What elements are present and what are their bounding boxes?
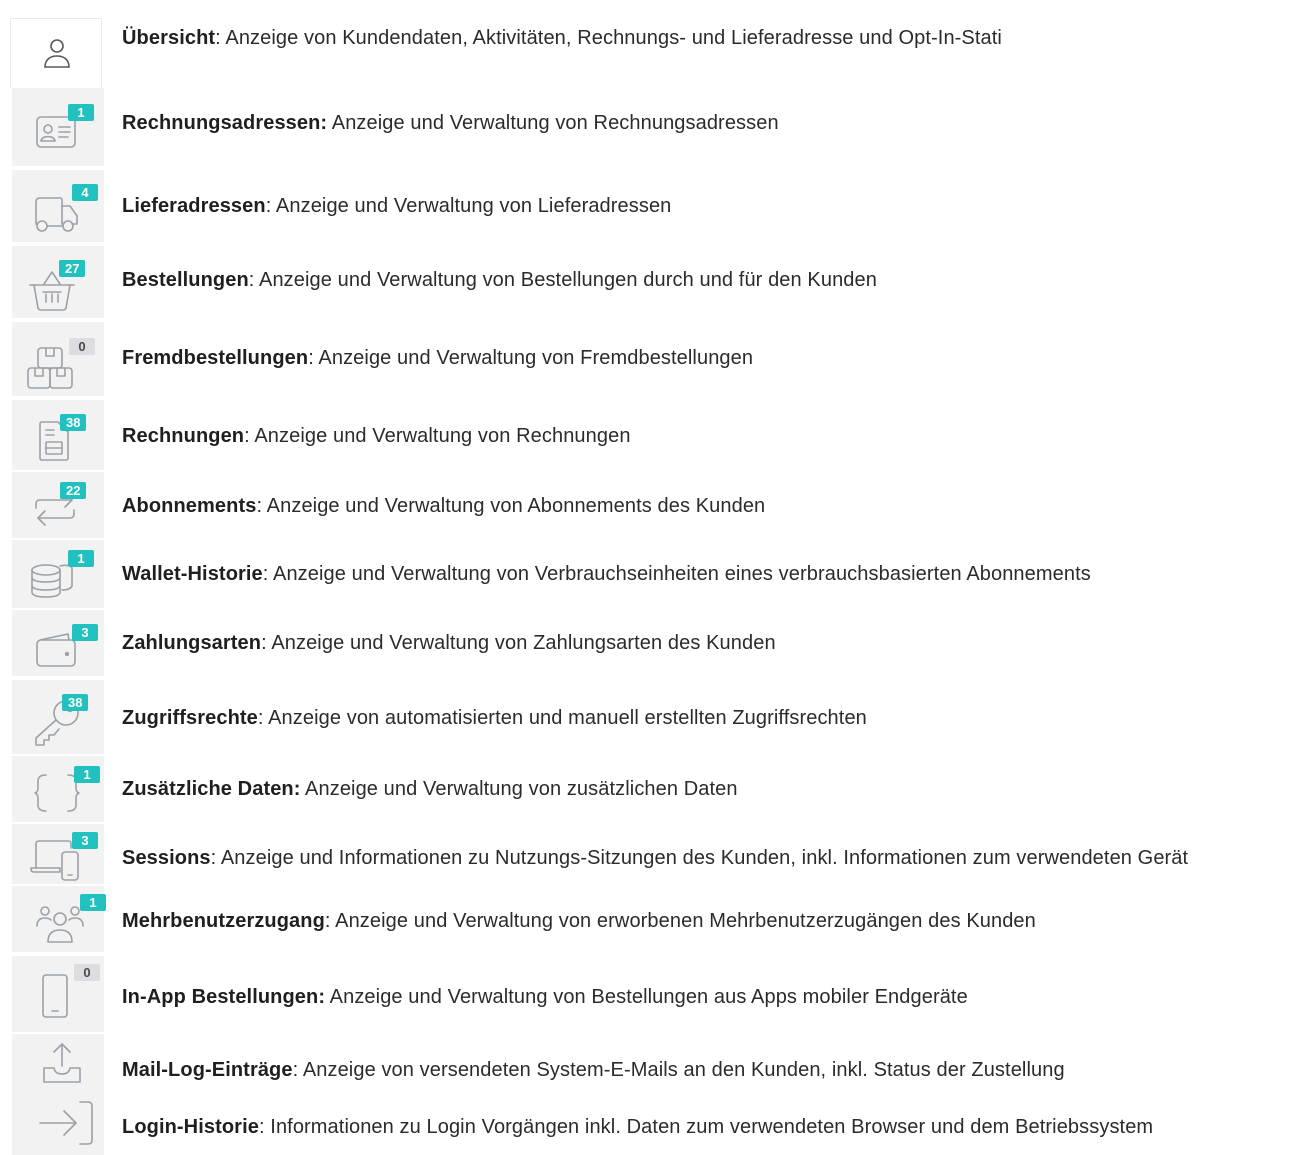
item-title: Rechnungsadressen:	[122, 112, 328, 134]
item-description: Fremdbestellungen: Anzeige und Verwaltung von Fremdbestellungen	[122, 347, 754, 369]
item-text: Anzeige von Kundendaten, Aktivitäten, Rechnungs- und Lieferadresse und Opt-In-Stati	[220, 27, 1002, 49]
count-badge: 27	[59, 260, 85, 277]
count-badge: 1	[80, 894, 106, 911]
item-text: Anzeige und Verwaltung von Rechnungen	[249, 425, 631, 447]
nav-tab-access-rights[interactable]	[12, 680, 104, 754]
item-text: Anzeige und Verwaltung von Fremdbestellungen	[313, 347, 754, 369]
nav-tab-multi-user-access[interactable]	[12, 886, 104, 952]
nav-tab-sessions[interactable]	[12, 824, 104, 884]
item-text: Anzeige und Informationen zu Nutzungs-Sitzungen des Kunden, inkl. Informationen zum verwendeten Gerät	[216, 847, 1189, 869]
count-badge: 1	[74, 766, 100, 783]
item-description: Sessions: Anzeige und Informationen zu Nutzungs-Sitzungen des Kunden, inkl. Informationen zum verwendeten Gerät	[122, 847, 1189, 869]
count-badge: 1	[68, 104, 94, 121]
nav-tab-mail-log[interactable]	[12, 1034, 104, 1096]
count-badge: 0	[69, 338, 95, 355]
count-badge: 0	[74, 964, 100, 981]
item-title: Rechnungen	[122, 425, 245, 447]
item-text: Anzeige und Verwaltung von Bestellungen durch und für den Kunden	[254, 269, 877, 291]
item-title: Bestellungen	[122, 269, 249, 291]
item-description: Mehrbenutzerzugang: Anzeige und Verwaltung von erworbenen Mehrbenutzerzugängen des Kunden	[122, 910, 1036, 932]
item-title: Abonnements	[122, 495, 257, 517]
login-icon	[38, 1100, 94, 1146]
item-description: Zugriffsrechte: Anzeige von automatisierten und manuell erstellten Zugriffsrechten	[122, 707, 867, 729]
smartphone-icon	[42, 974, 68, 1018]
item-text: Informationen zu Login Vorgängen inkl. Daten zum verwendeten Browser und dem Betriebssystem	[264, 1116, 1154, 1138]
count-badge: 22	[60, 482, 86, 499]
nav-tab-additional-data[interactable]	[12, 756, 104, 822]
boxes-icon	[26, 344, 74, 392]
nav-tab-billing-addresses[interactable]	[12, 88, 104, 166]
item-text: Anzeige von automatisierten und manuell erstellten Zugriffsrechten	[263, 707, 867, 729]
item-description: Übersicht: Anzeige von Kundendaten, Aktivitäten, Rechnungs- und Lieferadresse und Opt-In-Stati	[122, 27, 1002, 49]
count-badge: 3	[72, 832, 98, 849]
item-text: Anzeige und Verwaltung von Zahlungsarten des Kunden	[266, 632, 776, 654]
count-badge: 38	[62, 694, 88, 711]
item-title: Fremdbestellungen	[122, 347, 309, 369]
item-description	[122, 985, 968, 1009]
count-badge: 4	[72, 184, 98, 201]
item-title: Übersicht	[122, 27, 216, 49]
item-description: Abonnements: Anzeige und Verwaltung von Abonnements des Kunden	[122, 495, 766, 517]
item-title: Zusätzliche Daten:	[122, 778, 301, 800]
item-title: Mehrbenutzerzugang	[122, 910, 325, 932]
item-title: Mail-Log-Einträge	[122, 1059, 293, 1081]
item-description: Mail-Log-Einträge: Anzeige von versendeten System-E-Mails an den Kunden, inkl. Status der Zustellung	[122, 1059, 1065, 1081]
item-description	[122, 777, 738, 801]
item-description: Login-Historie: Informationen zu Login Vorgängen inkl. Daten zum verwendeten Browser und dem Betriebssystem	[122, 1116, 1154, 1138]
item-description	[122, 111, 779, 135]
item-title: Zugriffsrechte	[122, 707, 258, 729]
item-title: Sessions	[122, 847, 211, 869]
item-description: Wallet-Historie: Anzeige und Verwaltung von Verbrauchseinheiten eines verbrauchsbasierten Abonnements	[122, 563, 1091, 585]
nav-tab-wallet-history[interactable]	[12, 540, 104, 608]
count-badge: 38	[60, 414, 86, 431]
nav-tab-third-party-orders[interactable]	[12, 322, 104, 396]
item-title: Login-Historie	[122, 1116, 259, 1138]
user-icon	[43, 37, 71, 69]
nav-tab-orders[interactable]	[12, 246, 104, 318]
item-title: Lieferadressen	[122, 195, 266, 217]
mail-upload-icon	[42, 1042, 82, 1084]
nav-tab-overview[interactable]	[10, 18, 102, 88]
item-title: In-App Bestellungen:	[122, 986, 326, 1008]
item-title: Wallet-Historie	[122, 563, 263, 585]
item-text: Anzeige von versendeten System-E-Mails an den Kunden, inkl. Status der Zustellung	[298, 1059, 1065, 1081]
item-text: Anzeige und Verwaltung von zusätzlichen Daten	[300, 778, 738, 800]
item-text: Anzeige und Verwaltung von Verbrauchseinheiten eines verbrauchsbasierten Abonnements	[268, 563, 1091, 585]
item-description: Rechnungen: Anzeige und Verwaltung von Rechnungen	[122, 425, 631, 447]
nav-tab-payment-methods[interactable]	[12, 610, 104, 676]
nav-tab-login-history[interactable]	[12, 1096, 104, 1155]
nav-tab-delivery-addresses[interactable]	[12, 170, 104, 242]
item-text: Anzeige und Verwaltung von Lieferadressen	[271, 195, 672, 217]
item-description: Zahlungsarten: Anzeige und Verwaltung von Zahlungsarten des Kunden	[122, 632, 776, 654]
count-badge: 1	[68, 550, 94, 567]
item-description: Bestellungen: Anzeige und Verwaltung von Bestellungen durch und für den Kunden	[122, 269, 877, 291]
item-text: Anzeige und Verwaltung von erworbenen Mehrbenutzerzugängen des Kunden	[330, 910, 1036, 932]
count-badge: 3	[72, 624, 98, 641]
item-text: Anzeige und Verwaltung von Abonnements des Kunden	[262, 495, 766, 517]
nav-tab-subscriptions[interactable]	[12, 472, 104, 538]
item-description: Lieferadressen: Anzeige und Verwaltung von Lieferadressen	[122, 195, 672, 217]
nav-tab-in-app-orders[interactable]	[12, 956, 104, 1032]
item-text: Anzeige und Verwaltung von Bestellungen aus Apps mobiler Endgeräte	[325, 986, 968, 1008]
users-icon	[36, 904, 84, 944]
nav-tab-invoices[interactable]	[12, 400, 104, 470]
item-text: Anzeige und Verwaltung von Rechnungsadressen	[327, 112, 779, 134]
item-title: Zahlungsarten	[122, 632, 262, 654]
